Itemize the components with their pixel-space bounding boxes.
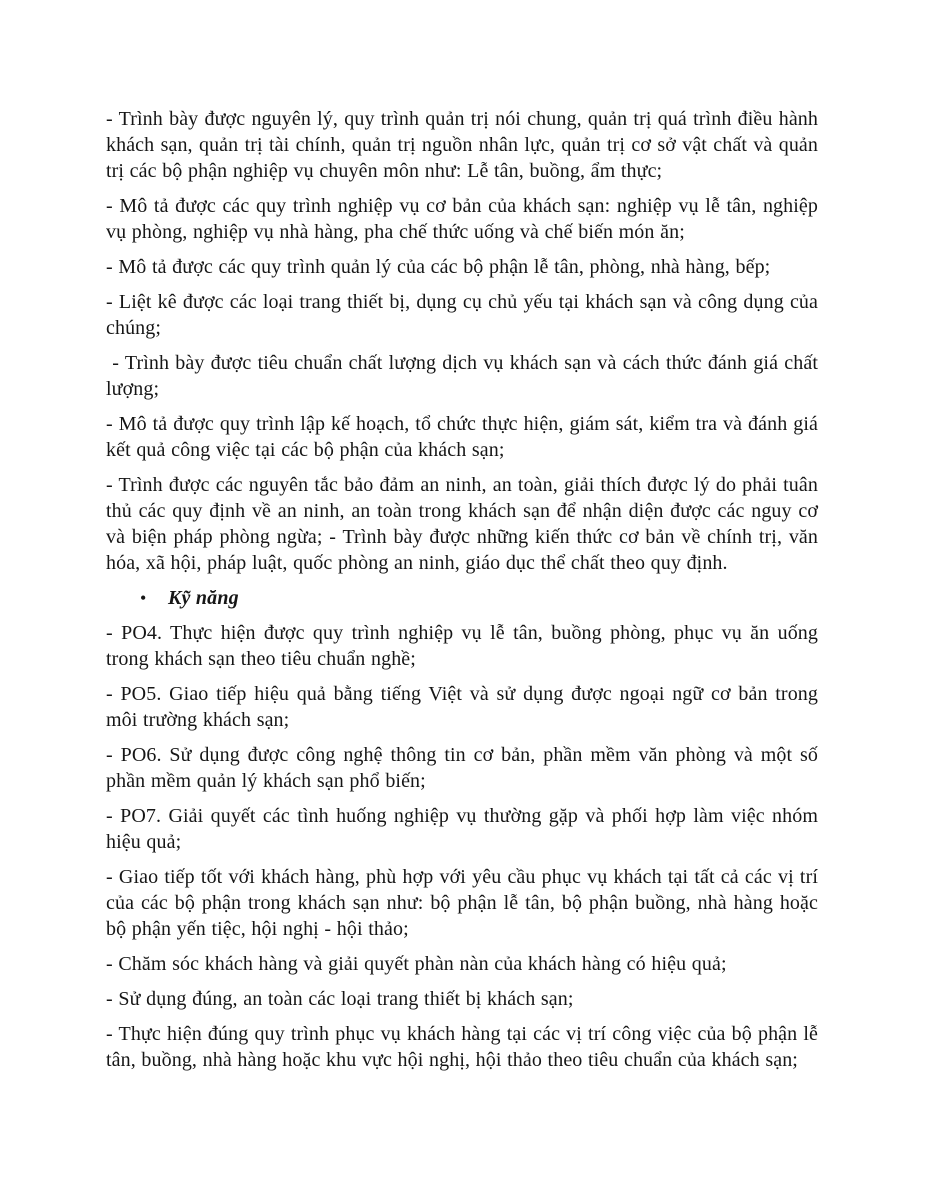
paragraph: - Mô tả được quy trình lập kế hoạch, tổ chức thực hiện, giám sát, kiểm tra và đánh giá kết quả công việc tại các bộ phận của khách sạn;: [106, 413, 818, 461]
paragraph: - Thực hiện đúng quy trình phục vụ khách hàng tại các vị trí công việc của bộ phận lễ tân, buồng, nhà hàng hoặc khu vực hội nghị, hội thảo theo tiêu chuẩn của khách sạn;: [106, 1023, 818, 1071]
paragraph: - Chăm sóc khách hàng và giải quyết phàn nàn của khách hàng có hiệu quả;: [106, 953, 727, 975]
paragraph: - Sử dụng đúng, an toàn các loại trang thiết bị khách sạn;: [106, 988, 574, 1010]
paragraph: - Trình được các nguyên tắc bảo đảm an ninh, an toàn, giải thích được lý do phải tuân thủ các quy định về an ninh, an toàn trong khách sạn để nhận diện được các nguy cơ và biện pháp phòng ngừa; - Trình bày được những kiến thức cơ bản về chính trị, văn hóa, xã hội, pháp luật, quốc phòng an ninh, giáo dục thể chất theo quy định.: [106, 474, 818, 574]
paragraph: - Mô tả được các quy trình quản lý của các bộ phận lễ tân, phòng, nhà hàng, bếp;: [106, 256, 771, 278]
paragraph: - PO4. Thực hiện được quy trình nghiệp vụ lễ tân, buồng phòng, phục vụ ăn uống trong khách sạn theo tiêu chuẩn nghề;: [106, 622, 818, 670]
bullet-icon: •: [140, 588, 147, 608]
paragraph: - Liệt kê được các loại trang thiết bị, dụng cụ chủ yếu tại khách sạn và công dụng của chúng;: [106, 291, 818, 339]
paragraph: - Giao tiếp tốt với khách hàng, phù hợp với yêu cầu phục vụ khách tại tất cả các vị trí của các bộ phận trong khách sạn như: bộ phận lễ tân, bộ phận buồng, nhà hàng hoặc bộ phận yến tiệc, hội nghị - hội thảo;: [106, 866, 818, 940]
document-content: [106, 106, 818, 1073]
paragraph: - PO6. Sử dụng được công nghệ thông tin cơ bản, phần mềm văn phòng và một số phần mềm quản lý khách sạn phổ biến;: [106, 744, 818, 792]
paragraph: - Trình bày được tiêu chuẩn chất lượng dịch vụ khách sạn và cách thức đánh giá chất lượng;: [106, 352, 818, 400]
section-heading: [106, 585, 818, 611]
paragraph: - Trình bày được nguyên lý, quy trình quản trị nói chung, quản trị quá trình điều hành khách sạn, quản trị tài chính, quản trị nguồn nhân lực, quản trị cơ sở vật chất và quản trị các bộ phận nghiệp vụ chuyên môn như: Lễ tân, buồng, ẩm thực;: [106, 108, 818, 182]
paragraph: - PO5. Giao tiếp hiệu quả bằng tiếng Việt và sử dụng được ngoại ngữ cơ bản trong môi trường khách sạn;: [106, 683, 818, 731]
section-heading-label: Kỹ năng: [168, 587, 239, 609]
paragraph: - Mô tả được các quy trình nghiệp vụ cơ bản của khách sạn: nghiệp vụ lễ tân, nghiệp vụ phòng, nghiệp vụ nhà hàng, pha chế thức uống và chế biến món ăn;: [106, 195, 818, 243]
paragraph: - PO7. Giải quyết các tình huống nghiệp vụ thường gặp và phối hợp làm việc nhóm hiệu quả;: [106, 805, 818, 853]
